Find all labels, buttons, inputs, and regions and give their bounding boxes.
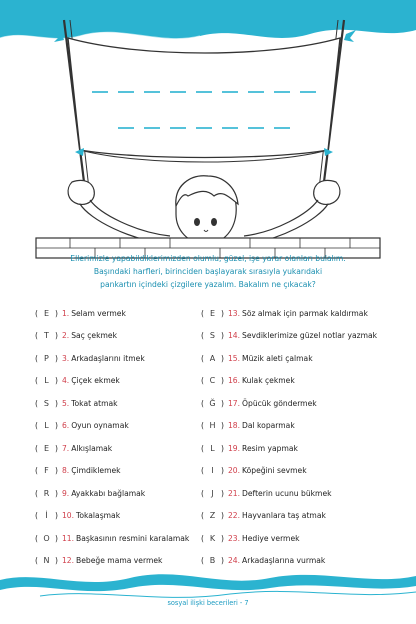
- item-text: Söz almak için parmak kaldırmak: [242, 308, 368, 318]
- item-number: 20.: [227, 466, 241, 476]
- item-text: Tokat atmak: [71, 398, 118, 408]
- item-number: 21.: [227, 488, 241, 498]
- item-text: Müzik aleti çalmak: [242, 353, 313, 363]
- item-number: 18.: [227, 421, 241, 431]
- item-text: Başkasının resmini karalamak: [76, 533, 190, 543]
- bottom-wave-band: [0, 566, 416, 624]
- item-number: 12.: [61, 556, 75, 566]
- item-letter: A: [209, 353, 216, 363]
- list-item: ( İ ) 10. Tokalaşmak: [35, 511, 121, 521]
- item-letter: İ: [45, 511, 48, 521]
- item-letter: S: [43, 398, 49, 408]
- list-item: ( S ) 5. Tokat atmak: [35, 398, 118, 408]
- item-number: 23.: [227, 533, 241, 543]
- item-number: 15.: [227, 353, 241, 363]
- list-item: ( S ) 14. Sevdiklerimize güzel notlar yazmak: [201, 331, 378, 341]
- list-item: ( Ğ ) 17. Öpücük göndermek: [201, 398, 317, 408]
- item-text: Hayvanlara taş atmak: [242, 511, 326, 521]
- list-item: ( R ) 9. Ayakkabı bağlamak: [35, 488, 146, 498]
- item-text: Hediye vermek: [242, 533, 300, 543]
- item-number: 17.: [227, 398, 241, 408]
- item-letter: J: [211, 488, 214, 498]
- item-number: 2.: [61, 331, 70, 341]
- item-number: 6.: [61, 421, 70, 431]
- item-letter: K: [209, 533, 216, 543]
- item-text: Ayakkabı bağlamak: [71, 488, 146, 498]
- list-item: ( Z ) 22. Hayvanlara taş atmak: [201, 511, 326, 521]
- item-letter: E: [43, 308, 49, 318]
- item-text: Resim yapmak: [242, 443, 298, 453]
- list-item: ( E ) 13. Söz almak için parmak kaldırmak: [201, 308, 368, 318]
- list-item: ( O ) 11. Başkasının resmini karalamak: [35, 533, 190, 543]
- item-number: 4.: [61, 376, 70, 386]
- item-number: 10.: [61, 511, 75, 521]
- item-text: Saç çekmek: [71, 331, 117, 341]
- list-item: ( L ) 4. Çiçek ekmek: [35, 376, 120, 386]
- item-letter: S: [209, 331, 215, 341]
- footer: sosyal ilişki becerileri - 7: [167, 599, 249, 607]
- item-number: 16.: [227, 376, 241, 386]
- list-item: ( B ) 24. Arkadaşlarına vurmak: [201, 556, 326, 566]
- item-text: Çiçek ekmek: [71, 376, 120, 386]
- list-item: ( E ) 7. Alkışlamak: [35, 443, 113, 453]
- item-number: 13.: [227, 308, 241, 318]
- item-text: Oyun oynamak: [71, 421, 129, 431]
- item-number: 5.: [61, 398, 70, 408]
- item-letter: T: [44, 331, 49, 341]
- instruction-line-1: Ellerimizle yapabildiklerimizden olumlu, güzel, işe yarar olanları bulalım.: [70, 254, 346, 263]
- item-number: 14.: [227, 331, 241, 341]
- item-letter: O: [43, 533, 50, 543]
- instruction-line-3: pankartın içindeki çizgilere yazalım. Bakalım ne çıkacak?: [100, 280, 316, 289]
- item-text: Dal koparmak: [242, 421, 295, 431]
- item-number: 19.: [227, 443, 241, 453]
- list-item: ( L ) 19. Resim yapmak: [201, 443, 298, 453]
- list-item: ( I ) 20. Köpeğini sevmek: [201, 466, 307, 476]
- item-text: Tokalaşmak: [76, 511, 121, 521]
- item-number: 11.: [61, 533, 75, 543]
- item-letter: H: [209, 421, 216, 431]
- right-item-list: [201, 302, 377, 572]
- item-letter: N: [43, 556, 50, 566]
- item-letter: I: [211, 466, 214, 476]
- instruction-line-2: Başındaki harfleri, birinciden başlayarak sırasıyla yukarıdaki: [93, 267, 323, 276]
- item-text: Kulak çekmek: [242, 376, 295, 386]
- list-item: ( J ) 21. Defterin ucunu bükmek: [201, 488, 332, 498]
- item-letter: E: [43, 443, 49, 453]
- list-item: ( N ) 12. Bebeğe mama vermek: [35, 556, 163, 566]
- item-letter: R: [43, 488, 50, 498]
- instructions: [40, 252, 376, 291]
- item-letter: F: [44, 466, 49, 476]
- list-item: ( C ) 16. Kulak çekmek: [201, 376, 295, 386]
- item-letter: L: [44, 376, 49, 386]
- item-number: 24.: [227, 556, 241, 566]
- left-item-list: [35, 302, 189, 572]
- item-text: Alkışlamak: [71, 443, 113, 453]
- item-number: 3.: [61, 353, 70, 363]
- list-item: ( H ) 18. Dal koparmak: [201, 421, 295, 431]
- item-text: Öpücük göndermek: [242, 398, 317, 408]
- item-text: Selam vermek: [71, 308, 126, 318]
- list-item: ( K ) 23. Hediye vermek: [201, 533, 300, 543]
- item-letter: Ğ: [209, 398, 216, 408]
- item-letter: L: [44, 421, 49, 431]
- item-text: Bebeğe mama vermek: [76, 556, 163, 566]
- item-letter: B: [209, 556, 216, 566]
- item-text: Köpeğini sevmek: [242, 466, 307, 476]
- item-letter: Z: [209, 511, 216, 521]
- list-item: ( L ) 6. Oyun oynamak: [35, 421, 129, 431]
- list-item: ( A ) 15. Müzik aleti çalmak: [201, 353, 313, 363]
- list-item: ( E ) 1. Selam vermek: [35, 308, 126, 318]
- list-item: ( P ) 3. Arkadaşlarını itmek: [35, 353, 145, 363]
- item-letter: E: [209, 308, 215, 318]
- item-number: 7.: [61, 443, 70, 453]
- list-item: ( F ) 8. Çimdiklemek: [35, 466, 121, 476]
- item-text: Arkadaşlarına vurmak: [242, 556, 326, 566]
- item-text: Arkadaşlarını itmek: [71, 353, 145, 363]
- item-number: 9.: [61, 488, 70, 498]
- item-text: Çimdiklemek: [71, 466, 121, 476]
- item-letter: P: [44, 353, 49, 363]
- item-letter: L: [210, 443, 215, 453]
- item-number: 1.: [61, 308, 70, 318]
- item-number: 8.: [61, 466, 70, 476]
- item-text: Sevdiklerimize güzel notlar yazmak: [242, 331, 378, 341]
- item-number: 22.: [227, 511, 241, 521]
- banner-illustration: [0, 0, 416, 260]
- list-item: ( T ) 2. Saç çekmek: [35, 331, 117, 341]
- item-letter: C: [209, 376, 216, 386]
- item-text: Defterin ucunu bükmek: [242, 488, 332, 498]
